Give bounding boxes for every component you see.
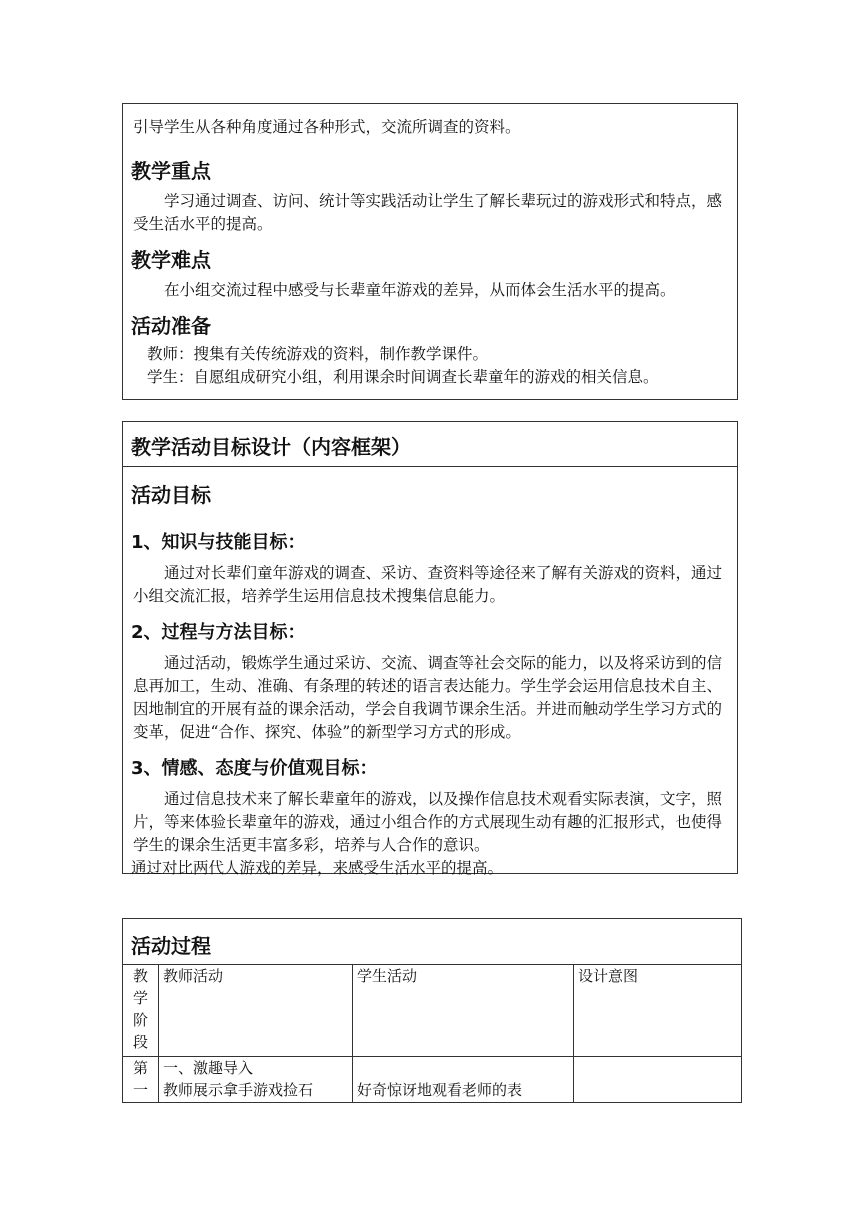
row1-teacher-line2: 教师展示拿手游戏捡石 <box>163 1081 314 1099</box>
objectives-box <box>122 421 738 877</box>
row1-stage-text: 第一 <box>133 1059 149 1099</box>
lesson-focus-box <box>122 103 738 400</box>
goal-2-text: 通过活动，锻炼学生通过采访、交流、调查等社会交际的能力，以及将采访到的信息再加工，生动、准确、有条理的转述的语言表达能力。学生学会运用信息技术自主、因地制宜的开展有益的课余活动，学会自我调节课余生活。并进而触动学生学习方式的变革，促进“合作、探究、体验”的新型学习方式的形成。 <box>133 654 723 741</box>
goal-3-text: 通过信息技术来了解长辈童年的游戏，以及操作信息技术观看实际表演，文字，照片，等来体验长辈童年的游戏，通过小组合作的方式展现生动有趣的汇报形式，也使得学生的课余生活更丰富多彩，培养与人合作的意识。 <box>133 790 723 854</box>
objectives-title-row <box>123 422 737 467</box>
goal-3-heading: 3、情感、态度与价值观目标： <box>131 758 378 779</box>
preparation-student: 学生：自愿组成研究小组，利用课余时间调查长辈童年的游戏的相关信息。 <box>147 368 659 386</box>
difficulty-heading: 教学难点 <box>131 248 211 272</box>
goals-heading: 活动目标 <box>131 483 211 507</box>
difficulty-text: 在小组交流过程中感受与长辈童年游戏的差异，从而体会生活水平的提高。 <box>164 281 676 299</box>
table-row <box>123 1057 742 1103</box>
goal-2-heading: 2、过程与方法目标： <box>131 622 306 643</box>
header-teacher: 教师活动 <box>159 965 353 1057</box>
intro-text: 引导学生从各种角度通过各种形式，交流所调查的资料。 <box>133 118 521 136</box>
key-point-heading: 教学重点 <box>131 159 211 183</box>
objectives-title: 教学活动目标设计（内容框架） <box>131 435 411 459</box>
goal-1-heading: 1、知识与技能目标： <box>131 532 306 553</box>
goal-1-text: 通过对长辈们童年游戏的调查、采访、查资料等途径来了解有关游戏的资料，通过小组交流汇报，培养学生运用信息技术搜集信息能力。 <box>133 564 723 605</box>
goal-3-text-2: 通过对比两代人游戏的差异，来感受生活水平的提高。 <box>131 859 504 877</box>
row1-student <box>353 1057 574 1103</box>
header-stage <box>123 965 159 1057</box>
header-student: 学生活动 <box>353 965 574 1057</box>
process-title-row <box>122 918 742 964</box>
row1-intent <box>574 1057 742 1103</box>
row1-student-text: 好奇惊讶地观看老师的表 <box>357 1081 523 1099</box>
row1-teacher-line1: 一、激趣导入 <box>163 1059 254 1077</box>
key-point-text: 学习通过调查、访问、统计等实践活动让学生了解长辈玩过的游戏形式和特点，感受生活水平的提高。 <box>133 192 723 233</box>
header-stage-text: 教学阶段 <box>133 967 149 1051</box>
process-title: 活动过程 <box>131 934 211 958</box>
process-table <box>122 964 742 1103</box>
process-box <box>122 918 742 1103</box>
table-header-row <box>123 965 742 1057</box>
row1-teacher <box>159 1057 353 1103</box>
row1-stage <box>123 1057 159 1103</box>
preparation-heading: 活动准备 <box>131 314 211 338</box>
preparation-teacher: 教师：搜集有关传统游戏的资料，制作教学课件。 <box>147 345 489 363</box>
header-intent: 设计意图 <box>574 965 742 1057</box>
